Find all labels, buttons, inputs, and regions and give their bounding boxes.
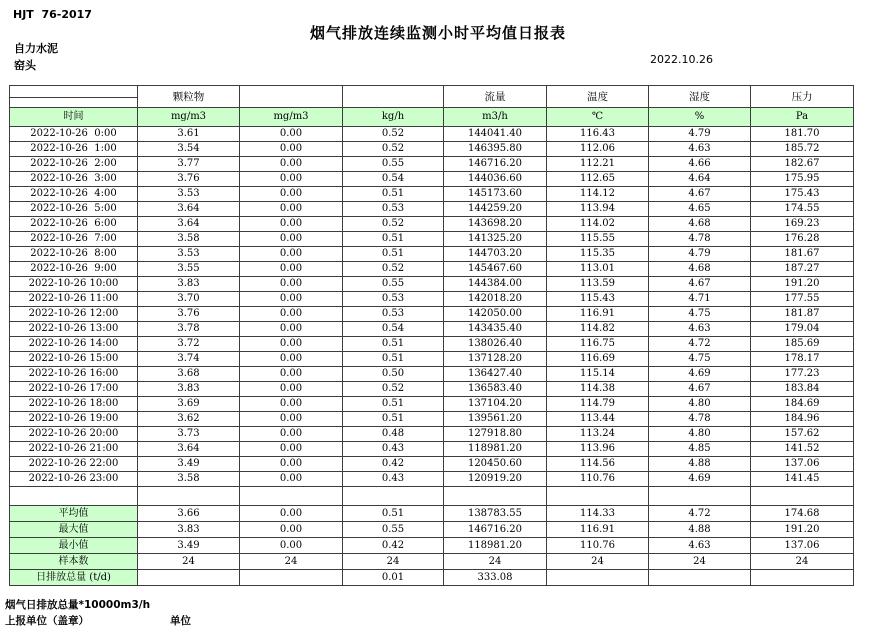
summary-label: 日排放总量 (t/d) [10, 570, 138, 586]
value-cell: 115.43 [547, 292, 649, 307]
value-cell: 141.52 [751, 442, 854, 457]
value-cell: 175.43 [751, 187, 854, 202]
value-cell: 182.67 [751, 157, 854, 172]
value-cell: 3.49 [138, 457, 240, 472]
value-cell: 115.55 [547, 232, 649, 247]
time-cell: 2022-10-26 3:00 [10, 172, 138, 187]
value-cell: 115.35 [547, 247, 649, 262]
value-cell: 3.61 [138, 127, 240, 142]
value-cell: 145173.60 [444, 187, 547, 202]
value-cell: 110.76 [547, 472, 649, 487]
time-cell: 2022-10-26 16:00 [10, 367, 138, 382]
value-cell: 3.78 [138, 322, 240, 337]
value-cell: 0.00 [240, 172, 343, 187]
value-cell: 0.51 [343, 412, 444, 427]
value-cell: 4.75 [649, 352, 751, 367]
value-cell: 0.00 [240, 277, 343, 292]
value-cell: 3.76 [138, 172, 240, 187]
value-cell: 179.04 [751, 322, 854, 337]
table-row [10, 187, 854, 202]
value-cell: 185.69 [751, 337, 854, 352]
summary-value-cell: 138783.55 [444, 506, 547, 522]
table-row [10, 277, 854, 292]
value-cell: 114.12 [547, 187, 649, 202]
summary-value-cell: 0.01 [343, 570, 444, 586]
value-cell: 181.70 [751, 127, 854, 142]
footer-reporting-unit-label: 上报单位（盖章） [5, 615, 89, 627]
value-cell: 4.67 [649, 382, 751, 397]
value-cell: 114.82 [547, 322, 649, 337]
value-cell: 113.94 [547, 202, 649, 217]
value-cell: 4.78 [649, 232, 751, 247]
value-cell: 113.96 [547, 442, 649, 457]
time-cell: 2022-10-26 5:00 [10, 202, 138, 217]
summary-value-cell: 24 [649, 554, 751, 570]
value-cell: 141.45 [751, 472, 854, 487]
summary-value-cell: 0.00 [240, 506, 343, 522]
value-cell: 4.66 [649, 157, 751, 172]
value-cell: 0.48 [343, 427, 444, 442]
value-cell: 120450.60 [444, 457, 547, 472]
report-date: 2022.10.26 [650, 53, 713, 66]
summary-value-cell [751, 570, 854, 586]
summary-value-cell: 3.66 [138, 506, 240, 522]
value-cell: 144384.00 [444, 277, 547, 292]
time-cell: 2022-10-26 22:00 [10, 457, 138, 472]
value-cell: 184.96 [751, 412, 854, 427]
value-cell: 116.69 [547, 352, 649, 367]
table-row [10, 127, 854, 142]
value-cell: 0.00 [240, 157, 343, 172]
value-cell: 191.20 [751, 277, 854, 292]
time-cell: 2022-10-26 17:00 [10, 382, 138, 397]
summary-value-cell: 24 [240, 554, 343, 570]
time-cell: 2022-10-26 4:00 [10, 187, 138, 202]
value-cell: 178.17 [751, 352, 854, 367]
value-cell: 3.76 [138, 307, 240, 322]
spacer-cell [649, 487, 751, 506]
summary-value-cell: 4.88 [649, 522, 751, 538]
summary-value-cell: 114.33 [547, 506, 649, 522]
table-row [10, 522, 854, 538]
unit-cell: m3/h [444, 108, 547, 127]
value-cell: 143698.20 [444, 217, 547, 232]
spacer-cell [240, 487, 343, 506]
value-cell: 0.52 [343, 127, 444, 142]
spacer-cell [751, 487, 854, 506]
value-cell: 0.51 [343, 337, 444, 352]
summary-value-cell: 333.08 [444, 570, 547, 586]
value-cell: 0.00 [240, 382, 343, 397]
header-pollutant-cell [343, 86, 444, 108]
company-name: 自力水泥 [14, 42, 58, 55]
unit-cell: mg/m3 [240, 108, 343, 127]
value-cell: 0.00 [240, 187, 343, 202]
table-row [10, 337, 854, 352]
table-row [10, 307, 854, 322]
value-cell: 0.00 [240, 397, 343, 412]
value-cell: 3.53 [138, 187, 240, 202]
value-cell: 4.72 [649, 337, 751, 352]
value-cell: 0.43 [343, 472, 444, 487]
value-cell: 183.84 [751, 382, 854, 397]
value-cell: 141325.20 [444, 232, 547, 247]
value-cell: 0.00 [240, 427, 343, 442]
value-cell: 0.52 [343, 142, 444, 157]
value-cell: 138026.40 [444, 337, 547, 352]
value-cell: 139561.20 [444, 412, 547, 427]
report-table [9, 85, 854, 586]
value-cell: 0.00 [240, 442, 343, 457]
table-row [10, 554, 854, 570]
value-cell: 3.83 [138, 382, 240, 397]
summary-value-cell: 3.83 [138, 522, 240, 538]
value-cell: 146395.80 [444, 142, 547, 157]
value-cell: 4.69 [649, 472, 751, 487]
summary-value-cell: 24 [751, 554, 854, 570]
unit-cell: % [649, 108, 751, 127]
table-row [10, 232, 854, 247]
summary-value-cell: 116.91 [547, 522, 649, 538]
value-cell: 176.28 [751, 232, 854, 247]
value-cell: 4.69 [649, 367, 751, 382]
value-cell: 3.58 [138, 472, 240, 487]
unit-cell: mg/m3 [138, 108, 240, 127]
standard-number: HJT 76-2017 [13, 8, 92, 21]
value-cell: 175.95 [751, 172, 854, 187]
value-cell: 169.23 [751, 217, 854, 232]
value-cell: 4.78 [649, 412, 751, 427]
table-row [10, 86, 854, 108]
header-time-cell [10, 86, 138, 108]
value-cell: 185.72 [751, 142, 854, 157]
value-cell: 3.64 [138, 442, 240, 457]
spacer-cell [138, 487, 240, 506]
time-cell: 2022-10-26 15:00 [10, 352, 138, 367]
value-cell: 0.50 [343, 367, 444, 382]
value-cell: 4.79 [649, 247, 751, 262]
value-cell: 143435.40 [444, 322, 547, 337]
value-cell: 4.71 [649, 292, 751, 307]
time-cell: 2022-10-26 0:00 [10, 127, 138, 142]
table-row [10, 292, 854, 307]
value-cell: 0.00 [240, 367, 343, 382]
table-row [10, 247, 854, 262]
summary-value-cell: 4.63 [649, 538, 751, 554]
table-row [10, 352, 854, 367]
table-row [10, 262, 854, 277]
spacer-cell [343, 487, 444, 506]
value-cell: 0.00 [240, 322, 343, 337]
summary-value-cell: 118981.20 [444, 538, 547, 554]
header-split-line [10, 97, 137, 98]
table-row [10, 427, 854, 442]
table-row [10, 367, 854, 382]
summary-value-cell [649, 570, 751, 586]
value-cell: 4.80 [649, 427, 751, 442]
value-cell: 3.64 [138, 217, 240, 232]
value-cell: 136427.40 [444, 367, 547, 382]
table-row [10, 142, 854, 157]
value-cell: 0.00 [240, 232, 343, 247]
time-cell: 2022-10-26 8:00 [10, 247, 138, 262]
value-cell: 0.00 [240, 202, 343, 217]
time-cell: 2022-10-26 2:00 [10, 157, 138, 172]
spacer-cell [444, 487, 547, 506]
value-cell: 0.00 [240, 142, 343, 157]
value-cell: 184.69 [751, 397, 854, 412]
time-cell: 2022-10-26 13:00 [10, 322, 138, 337]
value-cell: 3.70 [138, 292, 240, 307]
value-cell: 3.58 [138, 232, 240, 247]
value-cell: 4.68 [649, 217, 751, 232]
summary-value-cell [240, 570, 343, 586]
value-cell: 0.53 [343, 307, 444, 322]
value-cell: 4.85 [649, 442, 751, 457]
value-cell: 145467.60 [444, 262, 547, 277]
value-cell: 0.00 [240, 457, 343, 472]
summary-label: 平均值 [10, 506, 138, 522]
value-cell: 3.54 [138, 142, 240, 157]
value-cell: 0.54 [343, 172, 444, 187]
value-cell: 113.59 [547, 277, 649, 292]
summary-label: 最小值 [10, 538, 138, 554]
table-row [10, 506, 854, 522]
value-cell: 0.00 [240, 292, 343, 307]
summary-value-cell: 24 [444, 554, 547, 570]
time-cell: 2022-10-26 20:00 [10, 427, 138, 442]
table-row [10, 487, 854, 506]
value-cell: 116.43 [547, 127, 649, 142]
value-cell: 4.79 [649, 127, 751, 142]
value-cell: 3.64 [138, 202, 240, 217]
value-cell: 181.87 [751, 307, 854, 322]
value-cell: 0.00 [240, 337, 343, 352]
spacer-cell [10, 487, 138, 506]
summary-label: 最大值 [10, 522, 138, 538]
summary-value-cell: 146716.20 [444, 522, 547, 538]
value-cell: 137128.20 [444, 352, 547, 367]
value-cell: 0.00 [240, 262, 343, 277]
value-cell: 177.55 [751, 292, 854, 307]
value-cell: 4.88 [649, 457, 751, 472]
value-cell: 137.06 [751, 457, 854, 472]
value-cell: 116.75 [547, 337, 649, 352]
summary-value-cell: 24 [138, 554, 240, 570]
table-row [10, 457, 854, 472]
summary-value-cell: 0.55 [343, 522, 444, 538]
value-cell: 0.00 [240, 217, 343, 232]
value-cell: 3.72 [138, 337, 240, 352]
value-cell: 0.00 [240, 472, 343, 487]
value-cell: 181.67 [751, 247, 854, 262]
summary-value-cell: 0.00 [240, 538, 343, 554]
header-pollutant-cell: 流量 [444, 86, 547, 108]
summary-value-cell [138, 570, 240, 586]
value-cell: 3.74 [138, 352, 240, 367]
table-row [10, 442, 854, 457]
header-pollutant-cell: 压力 [751, 86, 854, 108]
summary-value-cell: 3.49 [138, 538, 240, 554]
value-cell: 0.00 [240, 127, 343, 142]
value-cell: 114.79 [547, 397, 649, 412]
value-cell: 3.77 [138, 157, 240, 172]
summary-value-cell: 191.20 [751, 522, 854, 538]
time-cell: 2022-10-26 23:00 [10, 472, 138, 487]
value-cell: 174.55 [751, 202, 854, 217]
time-cell: 2022-10-26 19:00 [10, 412, 138, 427]
summary-value-cell: 0.42 [343, 538, 444, 554]
summary-value-cell: 174.68 [751, 506, 854, 522]
value-cell: 112.65 [547, 172, 649, 187]
summary-label: 样本数 [10, 554, 138, 570]
value-cell: 144041.40 [444, 127, 547, 142]
summary-value-cell: 24 [343, 554, 444, 570]
value-cell: 0.53 [343, 202, 444, 217]
value-cell: 146716.20 [444, 157, 547, 172]
value-cell: 3.83 [138, 277, 240, 292]
value-cell: 3.62 [138, 412, 240, 427]
value-cell: 144259.20 [444, 202, 547, 217]
time-cell: 2022-10-26 11:00 [10, 292, 138, 307]
value-cell: 118981.20 [444, 442, 547, 457]
value-cell: 142050.00 [444, 307, 547, 322]
summary-value-cell: 110.76 [547, 538, 649, 554]
summary-value-cell: 0.51 [343, 506, 444, 522]
value-cell: 0.53 [343, 292, 444, 307]
table-row [10, 570, 854, 586]
unit-cell: Pa [751, 108, 854, 127]
value-cell: 0.51 [343, 397, 444, 412]
value-cell: 0.52 [343, 262, 444, 277]
value-cell: 0.42 [343, 457, 444, 472]
value-cell: 127918.80 [444, 427, 547, 442]
table-row [10, 322, 854, 337]
value-cell: 4.67 [649, 187, 751, 202]
time-column-header: 时间 [10, 108, 138, 127]
value-cell: 116.91 [547, 307, 649, 322]
table-row [10, 217, 854, 232]
table-row [10, 172, 854, 187]
value-cell: 144036.60 [444, 172, 547, 187]
value-cell: 112.21 [547, 157, 649, 172]
value-cell: 4.75 [649, 307, 751, 322]
table-row [10, 538, 854, 554]
value-cell: 3.73 [138, 427, 240, 442]
time-cell: 2022-10-26 18:00 [10, 397, 138, 412]
value-cell: 177.23 [751, 367, 854, 382]
time-cell: 2022-10-26 7:00 [10, 232, 138, 247]
page-title: 烟气排放连续监测小时平均值日报表 [309, 24, 566, 42]
monitoring-point-name: 窑头 [14, 59, 36, 72]
value-cell: 0.54 [343, 322, 444, 337]
table-row [10, 202, 854, 217]
table-row [10, 397, 854, 412]
table-row [10, 472, 854, 487]
value-cell: 112.06 [547, 142, 649, 157]
table-row [10, 382, 854, 397]
value-cell: 0.51 [343, 187, 444, 202]
value-cell: 114.56 [547, 457, 649, 472]
time-cell: 2022-10-26 1:00 [10, 142, 138, 157]
unit-cell: kg/h [343, 108, 444, 127]
value-cell: 4.68 [649, 262, 751, 277]
time-cell: 2022-10-26 10:00 [10, 277, 138, 292]
header-pollutant-cell: 颗粒物 [138, 86, 240, 108]
summary-value-cell: 137.06 [751, 538, 854, 554]
value-cell: 0.52 [343, 217, 444, 232]
value-cell: 0.55 [343, 157, 444, 172]
header-pollutant-cell: 温度 [547, 86, 649, 108]
value-cell: 3.69 [138, 397, 240, 412]
value-cell: 136583.40 [444, 382, 547, 397]
value-cell: 114.02 [547, 217, 649, 232]
time-cell: 2022-10-26 9:00 [10, 262, 138, 277]
time-cell: 2022-10-26 21:00 [10, 442, 138, 457]
table-row [10, 412, 854, 427]
value-cell: 113.44 [547, 412, 649, 427]
value-cell: 113.24 [547, 427, 649, 442]
unit-cell: ℃ [547, 108, 649, 127]
value-cell: 0.00 [240, 307, 343, 322]
value-cell: 4.67 [649, 277, 751, 292]
value-cell: 144703.20 [444, 247, 547, 262]
summary-value-cell: 24 [547, 554, 649, 570]
value-cell: 3.68 [138, 367, 240, 382]
summary-value-cell [547, 570, 649, 586]
value-cell: 0.51 [343, 352, 444, 367]
value-cell: 0.00 [240, 412, 343, 427]
value-cell: 114.38 [547, 382, 649, 397]
footer-total-flow-note: 烟气日排放总量*10000m3/h [5, 599, 151, 611]
table-row [10, 157, 854, 172]
value-cell: 0.52 [343, 382, 444, 397]
value-cell: 4.63 [649, 322, 751, 337]
value-cell: 120919.20 [444, 472, 547, 487]
spacer-cell [547, 487, 649, 506]
time-cell: 2022-10-26 6:00 [10, 217, 138, 232]
value-cell: 4.65 [649, 202, 751, 217]
value-cell: 4.63 [649, 142, 751, 157]
header-pollutant-cell: 湿度 [649, 86, 751, 108]
summary-value-cell: 0.00 [240, 522, 343, 538]
value-cell: 0.51 [343, 232, 444, 247]
time-cell: 2022-10-26 14:00 [10, 337, 138, 352]
value-cell: 0.51 [343, 247, 444, 262]
value-cell: 0.00 [240, 247, 343, 262]
value-cell: 3.53 [138, 247, 240, 262]
summary-value-cell: 4.72 [649, 506, 751, 522]
report-table-container [9, 85, 854, 586]
value-cell: 0.00 [240, 352, 343, 367]
value-cell: 115.14 [547, 367, 649, 382]
value-cell: 3.55 [138, 262, 240, 277]
value-cell: 157.62 [751, 427, 854, 442]
footer-unit-label: 单位 [170, 615, 191, 627]
value-cell: 113.01 [547, 262, 649, 277]
value-cell: 4.64 [649, 172, 751, 187]
value-cell: 187.27 [751, 262, 854, 277]
value-cell: 0.43 [343, 442, 444, 457]
value-cell: 142018.20 [444, 292, 547, 307]
table-row [10, 108, 854, 127]
value-cell: 4.80 [649, 397, 751, 412]
header-pollutant-cell [240, 86, 343, 108]
value-cell: 0.55 [343, 277, 444, 292]
value-cell: 137104.20 [444, 397, 547, 412]
time-cell: 2022-10-26 12:00 [10, 307, 138, 322]
